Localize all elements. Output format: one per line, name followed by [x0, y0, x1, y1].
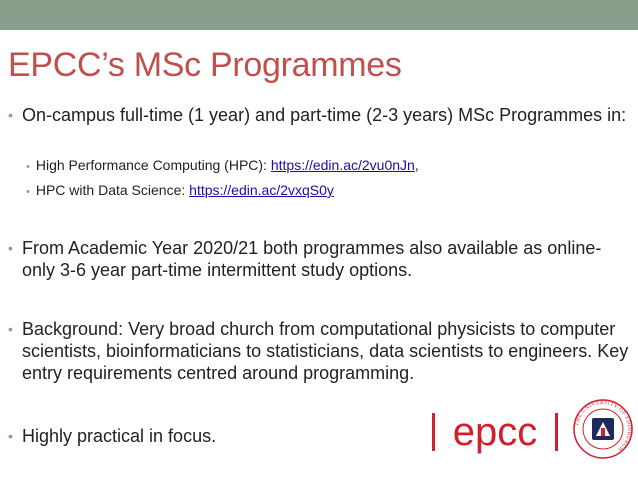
bullet-icon: • [26, 161, 30, 173]
epcc-logo [430, 405, 562, 457]
bullet-item [8, 425, 308, 447]
sub-bullet-item [26, 156, 419, 176]
hpc-link[interactable]: https://edin.ac/2vu0nJn [270, 157, 415, 173]
bullet-text: Background: Very broad church from computational physicists to computer scientists, bioinformaticians to statisticians, data scientists to engineers. Key entry requirements centred around programming. [22, 319, 629, 383]
bullet-icon: • [8, 321, 13, 337]
seal-text: THE UNIVERSITY OF EDINBURGH [574, 399, 633, 453]
bullet-icon: • [8, 240, 13, 256]
bullet-icon: • [8, 428, 13, 444]
bullet-item [8, 237, 633, 281]
bullet-icon: • [26, 186, 30, 198]
bullet-text: On-campus full-time (1 year) and part-time (2-3 years) MSc Programmes in: [22, 105, 627, 125]
slide-title: EPCC’s MSc Programmes [8, 46, 402, 84]
university-seal-icon [572, 398, 634, 460]
bullet-item [8, 318, 633, 384]
sub-bullet-text: High Performance Computing (HPC): [35, 157, 271, 173]
epcc-logo-text: epcc [452, 410, 538, 454]
bullet-item [8, 104, 633, 126]
sub-bullet-item [26, 181, 334, 201]
sub-bullet-trail: , [414, 157, 419, 173]
sub-bullet-text: HPC with Data Science: [35, 182, 190, 198]
bullet-text: From Academic Year 2020/21 both programmes also available as online-only 3-6 year part-time intermittent study options. [22, 238, 602, 280]
bullet-icon: • [8, 107, 13, 123]
bullet-text: Highly practical in focus. [22, 426, 217, 446]
top-bar [0, 0, 638, 30]
data-science-link[interactable]: https://edin.ac/2vxqS0y [189, 182, 334, 198]
